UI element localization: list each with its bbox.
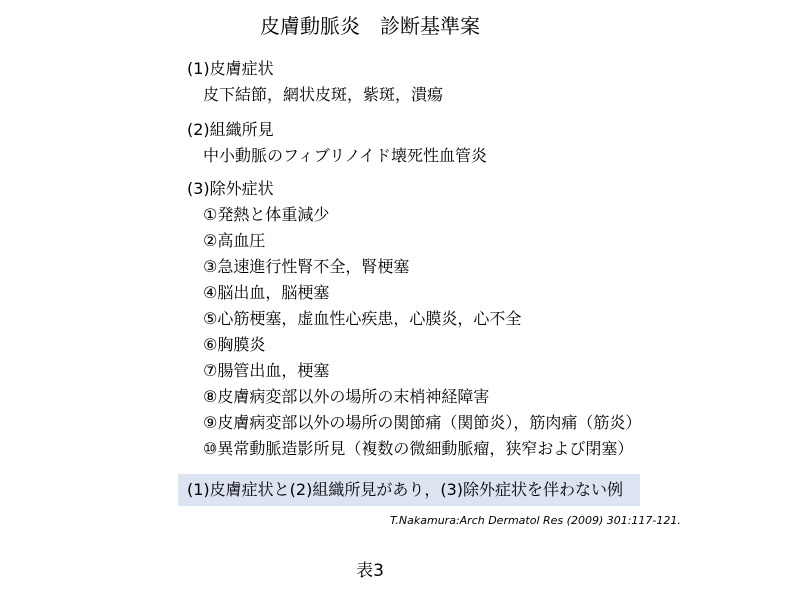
exclusion-item-3: ③急速進行性腎不全，腎梗塞 bbox=[203, 257, 410, 276]
section-skin-symptoms bbox=[187, 56, 443, 108]
exclusion-item-9: ⑨皮膚病変部以外の場所の関節痛（関節炎），筋肉痛（筋炎） bbox=[203, 413, 642, 432]
exclusion-item-2: ②高血圧 bbox=[203, 231, 266, 250]
exclusion-item-6: ⑥胸膜炎 bbox=[203, 335, 266, 354]
section-exclusion-symptoms bbox=[187, 176, 641, 462]
section-heading: (1)皮膚症状 bbox=[187, 59, 274, 78]
exclusion-item-5: ⑤心筋梗塞，虚血性心疾患，心膜炎，心不全 bbox=[203, 309, 522, 328]
slide-title: 皮膚動脈炎 診断基準案 bbox=[260, 14, 480, 38]
section-heading: (3)除外症状 bbox=[187, 179, 274, 198]
table-label: 表3 bbox=[356, 561, 384, 581]
exclusion-item-8: ⑧皮膚病変部以外の場所の末梢神経障害 bbox=[203, 387, 490, 406]
exclusion-item-7: ⑦腸管出血，梗塞 bbox=[203, 361, 330, 380]
conclusion-text: (1)皮膚症状と(2)組織所見があり，(3)除外症状を伴わない例 bbox=[187, 480, 623, 499]
exclusion-item-10: ⑩異常動脈造影所見（複数の微細動脈瘤，狭窄および閉塞） bbox=[203, 439, 634, 458]
citation: T.Nakamura:Arch Dermatol Res (2009) 301:117-121. bbox=[390, 514, 681, 527]
section-body: 中小動脈のフィブリノイド壊死性血管炎 bbox=[203, 146, 488, 165]
section-histology bbox=[187, 117, 487, 169]
exclusion-item-4: ④脳出血，脳梗塞 bbox=[203, 283, 330, 302]
section-heading: (2)組織所見 bbox=[187, 120, 274, 139]
section-body: 皮下結節，網状皮斑，紫斑，潰瘍 bbox=[203, 85, 444, 104]
conclusion-box bbox=[178, 474, 640, 506]
exclusion-item-1: ①発熱と体重減少 bbox=[203, 205, 330, 224]
